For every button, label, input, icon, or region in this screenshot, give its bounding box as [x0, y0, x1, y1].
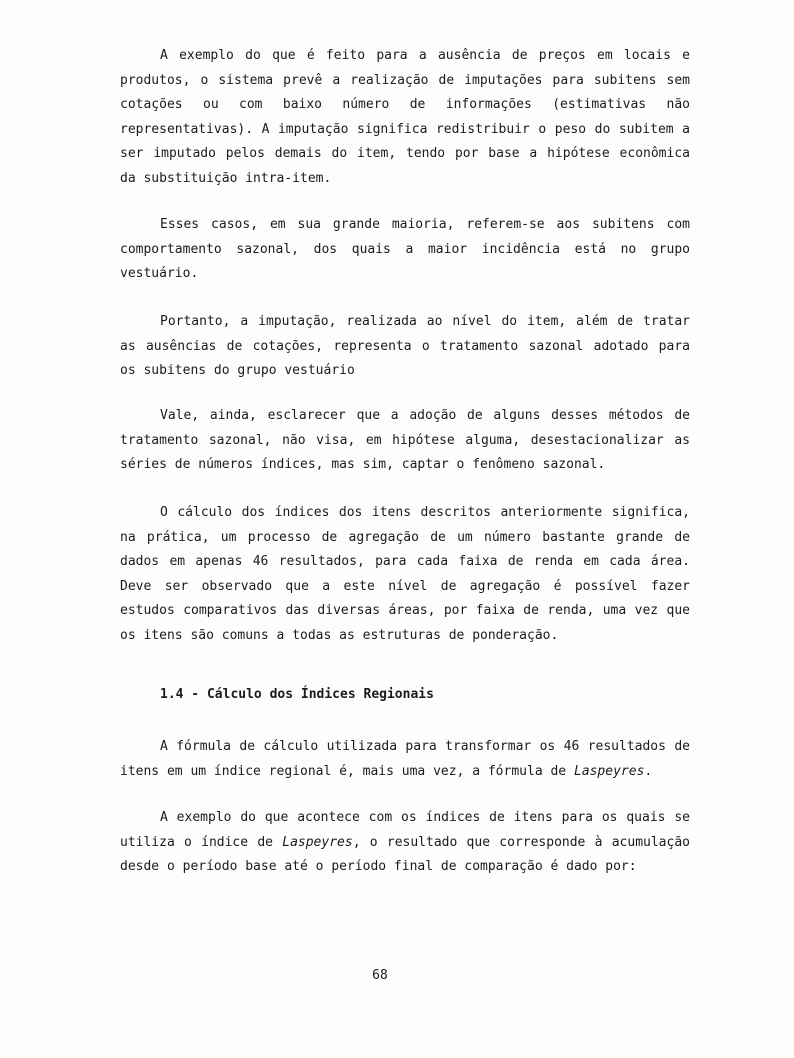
paragraph-item-index-calculation: O cálculo dos índices dos itens descritos anteriormente significa, na prática, um processo de agregação de um número bastante grande de dados em apenas 46 resultados, para cada faixa de renda em cada área. Deve ser observado que a este nível de agregação é possível fazer estudos comparativos das diversas áreas, por faixa de renda, uma vez que os itens são comuns a todas as estruturas de ponderação.	[120, 505, 690, 643]
paragraph-seasonal-cases: Esses casos, em sua grande maioria, referem-se aos subitens com comportamento sazonal, dos quais a maior incidência está no grupo vestuário.	[120, 217, 690, 281]
formula-intro-end: .	[644, 763, 653, 779]
laspeyres-term: Laspeyres	[573, 763, 645, 779]
paragraph-seasonal-treatment: Portanto, a imputação, realizada ao nível do item, além de tratar as ausências de cotações, representa o tratamento sazonal adotado para os subitens do grupo vestuário	[120, 314, 690, 378]
section-heading: 1.4 - Cálculo dos Índices Regionais	[160, 687, 434, 702]
accumulation-text-end: , o resultado que corresponde à acumulação desde o período base até o período final de comparação é dado por:	[120, 834, 690, 874]
paragraph-accumulation	[120, 806, 690, 880]
page-number: 68	[372, 968, 388, 983]
accumulation-text: A exemplo do que acontece com os índices de itens para os quais se utiliza o índice de	[120, 810, 690, 850]
paragraph-imputation: A exemplo do que é feito para a ausência de preços em locais e produtos, o sistema prevê a realização de imputações para subitens sem cotações ou com baixo número de informações (estimativas não representativas). A imputação significa redistribuir o peso do subitem a ser imputado pelos demais do item, tendo por base a hipótese econômica da substituição intra-item.	[120, 48, 690, 186]
paragraph-clarification: Vale, ainda, esclarecer que a adoção de alguns desses métodos de tratamento sazonal, não visa, em hipótese alguma, desestacionalizar as séries de números índices, mas sim, captar o fenômeno sazonal.	[120, 408, 690, 472]
paragraph-formula-intro	[120, 735, 690, 784]
laspeyres-term: Laspeyres	[282, 834, 353, 850]
formula-intro-text: A fórmula de cálculo utilizada para transformar os 46 resultados de itens em um índice regional é, mais uma vez, a fórmula de	[120, 739, 690, 779]
